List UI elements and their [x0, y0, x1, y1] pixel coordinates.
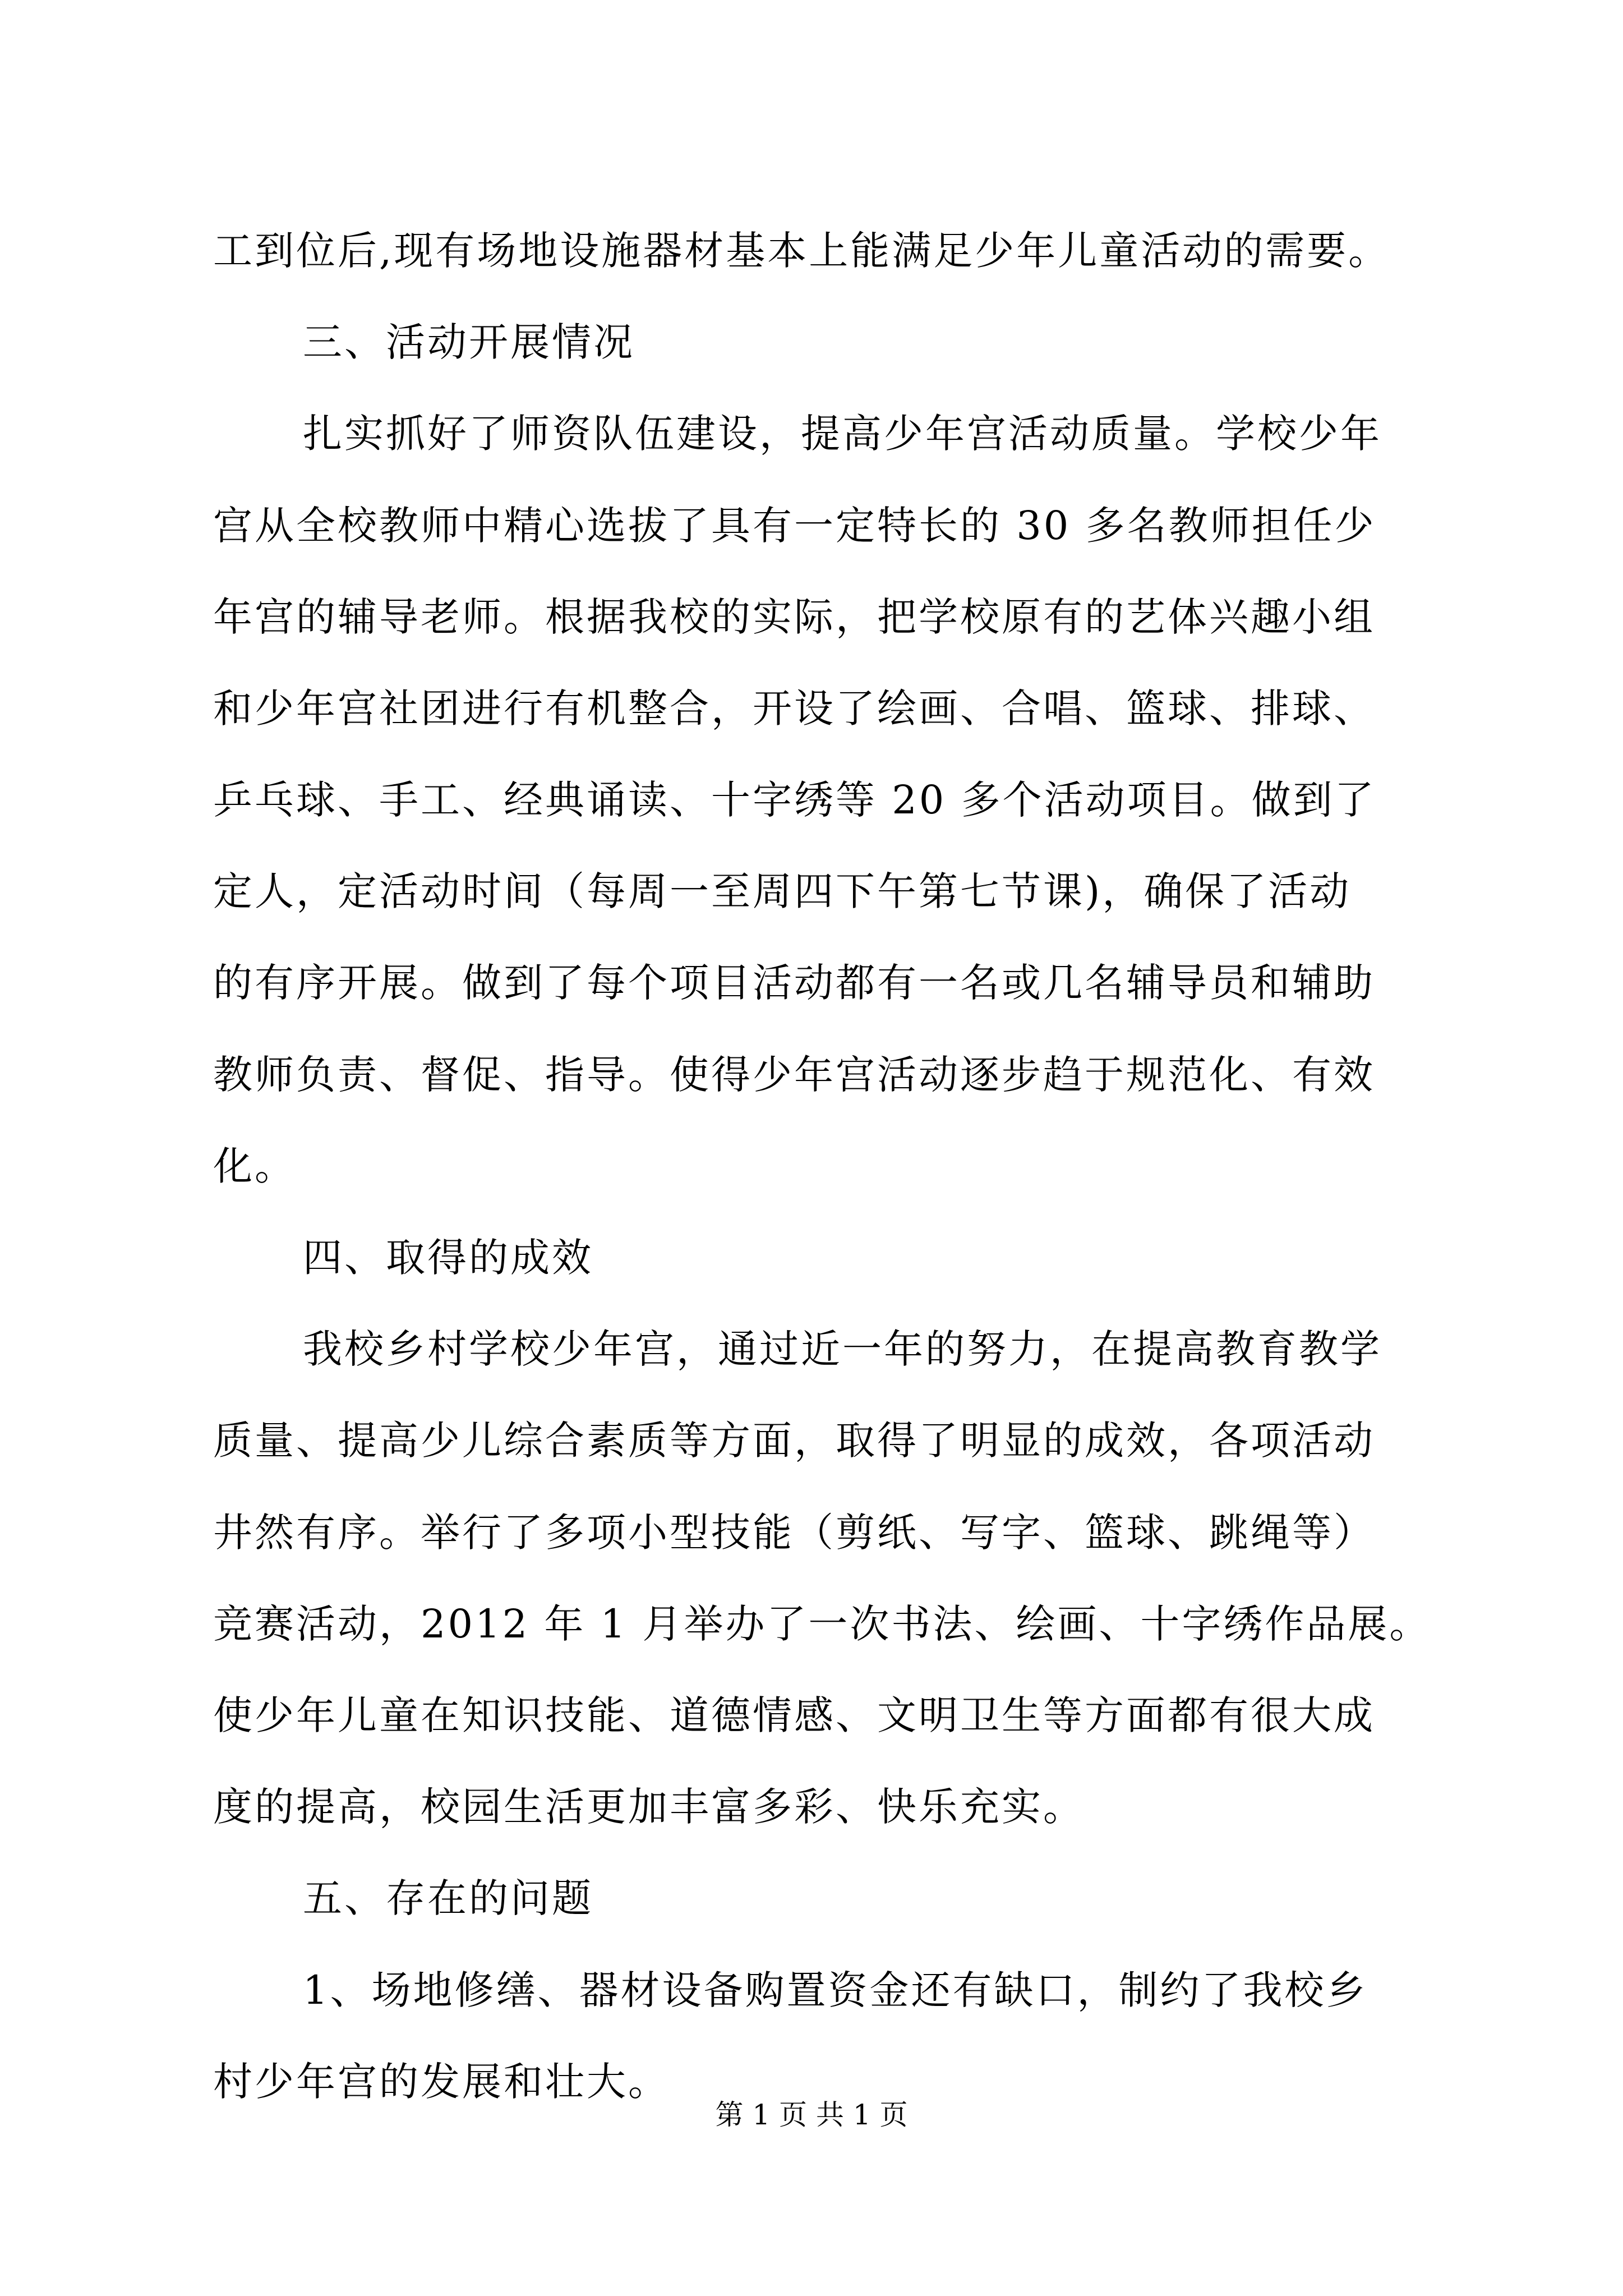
text-line: 我校乡村学校少年宫，通过近一年的努力，在提高教育教学	[303, 1326, 1382, 1372]
text-line: 定人，定活动时间（每周一至周四下午第七节课)，确保了活动	[213, 868, 1352, 914]
section-heading: 四、取得的成效	[303, 1235, 593, 1281]
text-line: 年宫的辅导老师。根据我校的实际，把学校原有的艺体兴趣小组	[213, 594, 1375, 640]
text-line: 使少年儿童在知识技能、道德情感、文明卫生等方面都有很大成	[213, 1692, 1375, 1738]
page-footer: 第 1 页 共 1 页	[715, 2099, 908, 2131]
text-line: 度的提高，校园生活更加丰富多彩、快乐充实。	[213, 1784, 1085, 1830]
text-line: 工到位后,现有场地设施器材基本上能满足少年儿童活动的需要。	[213, 228, 1390, 274]
text-line: 竞赛活动，2012 年 1 月举办了一次书法、绘画、十字绣作品展。	[213, 1601, 1431, 1647]
text-line: 乒乓球、手工、经典诵读、十字绣等 20 多个活动项目。做到了	[213, 777, 1376, 823]
text-line: 化。	[213, 1143, 296, 1189]
text-line: 扎实抓好了师资队伍建设，提高少年宫活动质量。学校少年	[303, 411, 1382, 457]
text-line: 村少年宫的发展和壮大。	[213, 2059, 670, 2105]
section-heading: 五、存在的问题	[303, 1875, 593, 1921]
text-line: 的有序开展。做到了每个项目活动都有一名或几名辅导员和辅助	[213, 960, 1375, 1006]
text-line: 质量、提高少儿综合素质等方面，取得了明显的成效，各项活动	[213, 1418, 1375, 1464]
section-heading: 三、活动开展情况	[303, 319, 635, 365]
text-line: 和少年宫社团进行有机整合，开设了绘画、合唱、篮球、排球、	[213, 685, 1375, 731]
text-line: 宫从全校教师中精心选拔了具有一定特长的 30 多名教师担任少	[213, 503, 1376, 549]
text-line: 1、场地修缮、器材设备购置资金还有缺口，制约了我校乡	[303, 1967, 1368, 2013]
text-line: 井然有序。举行了多项小型技能（剪纸、写字、篮球、跳绳等）	[213, 1510, 1375, 1556]
text-line: 教师负责、督促、指导。使得少年宫活动逐步趋于规范化、有效	[213, 1052, 1375, 1098]
